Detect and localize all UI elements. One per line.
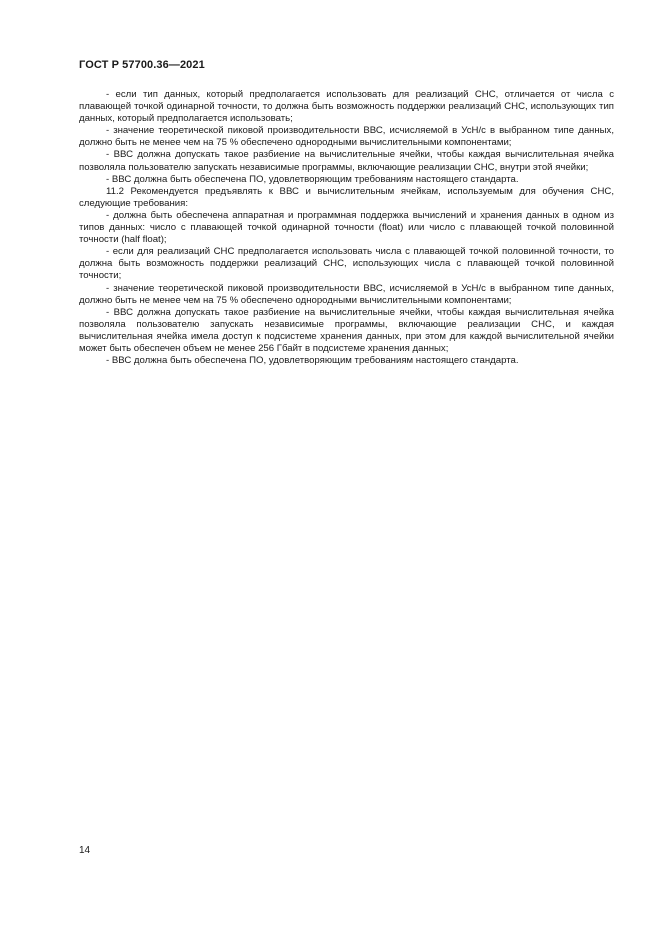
document-body — [79, 89, 614, 367]
paragraph: - если для реализаций СНС предполагается использовать числа с плавающей точкой половинной точности, то должна быть возможность поддержки реализаций СНС, использующих числа с плавающей точкой половинной точности; — [79, 246, 614, 282]
paragraph: - должна быть обеспечена аппаратная и программная поддержка вычислений и хранения данных в одном из типов данных: число с плавающей точкой одинарной точности (float) или число с плавающей точкой половинной точности (half float); — [79, 209, 614, 246]
paragraph: - ВВС должна допускать такое разбиение на вычислительные ячейки, чтобы каждая вычислительная ячейка позволяла пользователю запускать независимые программы, включающие реализации СНС, внутри этой ячейки; — [79, 149, 614, 173]
paragraph: - ВВС должна быть обеспечена ПО, удовлетворяющим требованиям настоящего стандарта. — [106, 173, 519, 185]
page-number: 14 — [79, 845, 91, 856]
paragraph: - ВВС должна быть обеспечена ПО, удовлетворяющим требованиям настоящего стандарта. — [106, 355, 519, 367]
paragraph: - ВВС должна допускать такое разбиение на вычислительные ячейки, чтобы каждая вычислительная ячейка позволяла пользователю запускать независимые программы, включающие реализации СНС, и каждая вычислительная ячейка имела доступ к подсистеме хранения данных, при этом для каждой вычислительной ячейки может быть обеспечен объем не менее 256 Гбайт в подсистеме хранения данных; — [79, 306, 614, 354]
paragraph: - если тип данных, который предполагается использовать для реализаций СНС, отличается от числа с плавающей точкой одинарной точности, то должна быть возможность поддержки реализаций СНС, использующих тип данных, который предполагается использовать; — [79, 89, 614, 125]
section-paragraph-11-2: 11.2 Рекомендуется предъявлять к ВВС и вычислительным ячейкам, используемым для обучения СНС, следующие требования: — [79, 185, 614, 209]
paragraph: - значение теоретической пиковой производительности ВВС, исчисляемой в УсН/с в выбранном типе данных, должно быть не менее чем на 75 % обеспечено однородными вычислительными компонентами; — [79, 282, 614, 306]
standard-code-header: ГОСТ Р 57700.36—2021 — [79, 59, 205, 71]
paragraph: - значение теоретической пиковой производительности ВВС, исчисляемой в УсН/с в выбранном типе данных, должно быть не менее чем на 75 % обеспечено однородными вычислительными компонентами; — [79, 125, 614, 149]
